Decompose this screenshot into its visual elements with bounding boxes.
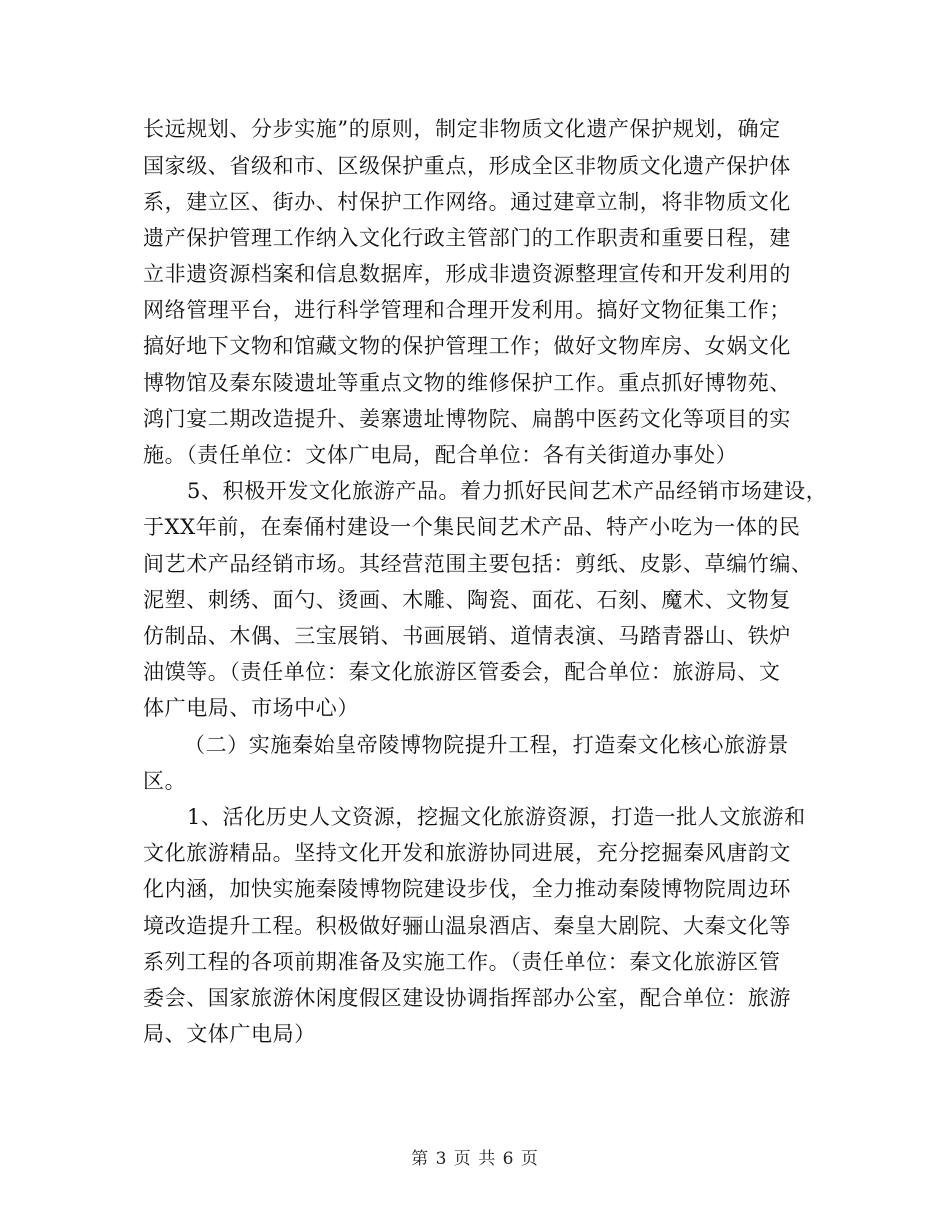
paragraph-first-line: 1、活化历史人文资源，挖掘文化旅游资源，打造一批人文旅游和 [187, 805, 806, 829]
text-line: 文化旅游精品。坚持文化开发和旅游协同进展，充分挖掘秦风唐韵文 [143, 841, 791, 865]
page-number-footer: 第 3 页 共 6 页 [411, 1149, 539, 1169]
text-line: 仿制品、木偶、三宝展销、书画展销、道情表演、马踏青器山、铁炉 [143, 624, 791, 648]
text-line: 泥塑、刺绣、面勺、烫画、木雕、陶瓷、面花、石刻、魔术、文物复 [143, 588, 791, 612]
text-line: 油馍等。（责任单位：秦文化旅游区管委会，配合单位：旅游局、文 [143, 660, 781, 684]
text-line: 长远规划、分步实施”的原则，制定非物质文化遗产保护规划，确定 [143, 117, 781, 141]
text-line: 系列工程的各项前期准备及实施工作。（责任单位：秦文化旅游区管 [143, 950, 781, 974]
text-line: 体广电局、市场中心） [143, 696, 359, 720]
text-line: 化内涵，加快实施秦陵博物院建设步伐，全力推动秦陵博物院周边环 [143, 877, 791, 901]
paragraph-first-line: 5、积极开发文化旅游产品。着力抓好民间艺术产品经销市场建设， [187, 479, 828, 503]
text-line: 系，建立区、街办、村保护工作网络。通过建章立制，将非物质文化 [143, 190, 791, 214]
text-line: 遗产保护管理工作纳入文化行政主管部门的工作职责和重要日程，建 [143, 226, 791, 250]
text-line: 搞好地下文物和馆藏文物的保护管理工作；做好文物库房、女娲文化 [143, 334, 791, 358]
text-line: 局、文体广电局） [143, 1022, 316, 1046]
text-line: 施。（责任单位：文体广电局，配合单位：各有关街道办事处） [143, 443, 738, 467]
text-line: 网络管理平台，进行科学管理和合理开发利用。搞好文物征集工作； [143, 298, 791, 322]
text-line: 立非遗资源档案和信息数据库，形成非遗资源整理宣传和开发利用的 [143, 262, 791, 286]
text-line: 间艺术产品经销市场。其经营范围主要包括：剪纸、皮影、草编竹编、 [143, 552, 813, 576]
text-line: 境改造提升工程。积极做好骊山温泉酒店、秦皇大剧院、大秦文化等 [143, 914, 791, 938]
text-line: 国家级、省级和市、区级保护重点，形成全区非物质文化遗产保护体 [143, 154, 791, 178]
section-heading-continuation: 区。 [143, 769, 187, 793]
section-heading: （二）实施秦始皇帝陵博物院提升工程，打造秦文化核心旅游景 [184, 733, 789, 757]
text-line: 鸿门宴二期改造提升、姜寨遗址博物院、扁鹊中医药文化等项目的实 [143, 407, 791, 431]
text-line: 于XX年前，在秦俑村建设一个集民间艺术产品、特产小吃为一体的民 [143, 515, 801, 539]
text-line: 委会、国家旅游休闲度假区建设协调指挥部办公室，配合单位：旅游 [143, 986, 791, 1010]
text-line: 博物馆及秦东陵遗址等重点文物的维修保护工作。重点抓好博物苑、 [143, 371, 791, 395]
